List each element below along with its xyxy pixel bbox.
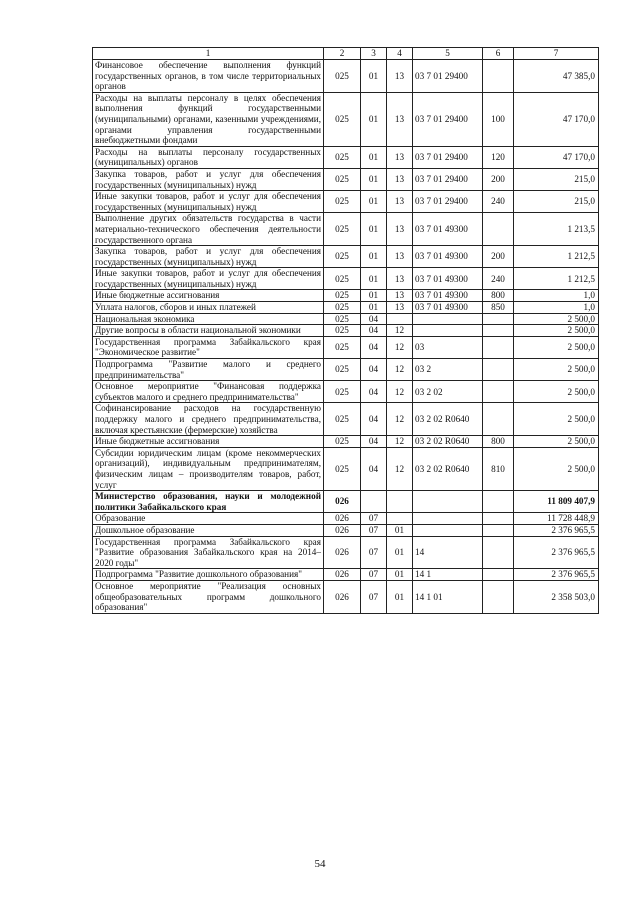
item-name-cell: Закупка товаров, работ и услуг для обеспечения государственных (муниципальных) нужд — [93, 246, 324, 268]
expense-type-cell — [483, 213, 514, 246]
expense-type-cell — [483, 491, 514, 513]
header-cell: 3 — [361, 48, 387, 60]
expense-type-cell: 800 — [483, 436, 514, 448]
header-cell: 2 — [324, 48, 361, 60]
expense-type-cell: 200 — [483, 168, 514, 190]
amount-cell: 2 500,0 — [514, 403, 599, 436]
ministry-code-cell: 025 — [324, 313, 361, 325]
table-row — [93, 168, 599, 190]
table-row — [93, 336, 599, 358]
amount-cell: 2 500,0 — [514, 313, 599, 325]
target-article-cell: 03 7 01 29400 — [413, 191, 483, 213]
header-row — [93, 48, 599, 60]
subsection-cell: 12 — [387, 359, 413, 381]
ministry-code-cell: 025 — [324, 325, 361, 337]
ministry-code-cell: 026 — [324, 569, 361, 581]
table-body — [93, 48, 599, 614]
table-row — [93, 313, 599, 325]
table-row — [93, 325, 599, 337]
header-cell: 5 — [413, 48, 483, 60]
table-row — [93, 491, 599, 513]
subsection-cell: 12 — [387, 436, 413, 448]
ministry-code-cell: 026 — [324, 536, 361, 569]
page-number: 54 — [314, 858, 326, 870]
expense-type-cell — [483, 325, 514, 337]
subsection-cell: 12 — [387, 336, 413, 358]
amount-cell: 2 500,0 — [514, 381, 599, 403]
item-name-cell: Выполнение других обязательств государства в части материально-технического обеспечения деятельности государственного органа — [93, 213, 324, 246]
target-article-cell: 03 7 01 49300 — [413, 302, 483, 314]
table-row — [93, 146, 599, 168]
ministry-code-cell: 026 — [324, 580, 361, 613]
subsection-cell — [387, 491, 413, 513]
subsection-cell: 13 — [387, 146, 413, 168]
section-cell: 01 — [361, 302, 387, 314]
subsection-cell: 01 — [387, 536, 413, 569]
amount-cell: 1,0 — [514, 302, 599, 314]
expense-type-cell — [483, 336, 514, 358]
subsection-cell: 12 — [387, 447, 413, 490]
amount-cell: 2 376 965,5 — [514, 569, 599, 581]
item-name-cell: Основное мероприятие "Реализация основных общеобразовательных программ дошкольного образования" — [93, 580, 324, 613]
subsection-cell: 12 — [387, 325, 413, 337]
table-row — [93, 290, 599, 302]
ministry-code-cell: 025 — [324, 191, 361, 213]
item-name-cell: Иные бюджетные ассигнования — [93, 436, 324, 448]
target-article-cell: 03 2 — [413, 359, 483, 381]
table-row — [93, 191, 599, 213]
expense-type-cell: 240 — [483, 191, 514, 213]
header-cell: 1 — [93, 48, 324, 60]
ministry-code-cell: 025 — [324, 92, 361, 146]
ministry-code-cell: 025 — [324, 290, 361, 302]
subsection-cell: 13 — [387, 246, 413, 268]
table-row — [93, 92, 599, 146]
ministry-code-cell: 025 — [324, 168, 361, 190]
subsection-cell: 13 — [387, 168, 413, 190]
table-row — [93, 569, 599, 581]
item-name-cell: Иные бюджетные ассигнования — [93, 290, 324, 302]
item-name-cell: Уплата налогов, сборов и иных платежей — [93, 302, 324, 314]
target-article-cell: 03 7 01 49300 — [413, 213, 483, 246]
item-name-cell: Софинансирование расходов на государственную поддержку малого и среднего предпринимательства, включая крестьянские (фермерские) хозяйства — [93, 403, 324, 436]
section-cell: 07 — [361, 536, 387, 569]
expense-type-cell: 120 — [483, 146, 514, 168]
ministry-code-cell: 025 — [324, 60, 361, 93]
subsection-cell: 13 — [387, 302, 413, 314]
item-name-cell: Субсидии юридическим лицам (кроме некоммерческих организаций), индивидуальным предпринимателям, физическим лицам – производителям товаров, работ, услуг — [93, 447, 324, 490]
section-cell: 01 — [361, 290, 387, 302]
section-cell: 07 — [361, 513, 387, 525]
item-name-cell: Министерство образования, науки и молодежной политики Забайкальского края — [93, 491, 324, 513]
expense-type-cell — [483, 513, 514, 525]
subsection-cell: 13 — [387, 191, 413, 213]
item-name-cell: Иные закупки товаров, работ и услуг для обеспечения государственных (муниципальных) нужд — [93, 191, 324, 213]
table-row — [93, 436, 599, 448]
target-article-cell: 03 2 02 R0640 — [413, 447, 483, 490]
item-name-cell: Основное мероприятие "Финансовая поддержка субъектов малого и среднего предпринимательства" — [93, 381, 324, 403]
target-article-cell: 14 — [413, 536, 483, 569]
amount-cell: 47 170,0 — [514, 146, 599, 168]
target-article-cell: 03 7 01 29400 — [413, 146, 483, 168]
item-name-cell: Другие вопросы в области национальной экономики — [93, 325, 324, 337]
expense-type-cell — [483, 403, 514, 436]
subsection-cell: 12 — [387, 381, 413, 403]
target-article-cell — [413, 325, 483, 337]
expense-type-cell: 850 — [483, 302, 514, 314]
item-name-cell: Расходы на выплаты персоналу государственных (муниципальных) органов — [93, 146, 324, 168]
amount-cell: 2 500,0 — [514, 359, 599, 381]
target-article-cell: 03 7 01 49300 — [413, 246, 483, 268]
subsection-cell: 13 — [387, 213, 413, 246]
section-cell: 04 — [361, 313, 387, 325]
ministry-code-cell: 025 — [324, 146, 361, 168]
target-article-cell: 03 2 02 R0640 — [413, 436, 483, 448]
ministry-code-cell: 025 — [324, 213, 361, 246]
item-name-cell: Образование — [93, 513, 324, 525]
expense-type-cell: 200 — [483, 246, 514, 268]
target-article-cell: 14 1 — [413, 569, 483, 581]
target-article-cell: 03 7 01 29400 — [413, 60, 483, 93]
header-cell: 4 — [387, 48, 413, 60]
expense-type-cell — [483, 60, 514, 93]
amount-cell: 2 500,0 — [514, 336, 599, 358]
ministry-code-cell: 025 — [324, 302, 361, 314]
ministry-code-cell: 026 — [324, 524, 361, 536]
section-cell: 07 — [361, 580, 387, 613]
target-article-cell: 03 2 02 R0640 — [413, 403, 483, 436]
expense-type-cell — [483, 359, 514, 381]
item-name-cell: Расходы на выплаты персоналу в целях обеспечения выполнения функций государственными (муниципальными) органами, казенными учреждениями, органами управления государственными внебюджетными фондами — [93, 92, 324, 146]
ministry-code-cell: 025 — [324, 246, 361, 268]
ministry-code-cell: 025 — [324, 336, 361, 358]
amount-cell: 2 358 503,0 — [514, 580, 599, 613]
subsection-cell — [387, 513, 413, 525]
target-article-cell: 03 — [413, 336, 483, 358]
target-article-cell: 03 7 01 29400 — [413, 92, 483, 146]
header-cell: 6 — [483, 48, 514, 60]
expense-type-cell: 810 — [483, 447, 514, 490]
section-cell: 04 — [361, 336, 387, 358]
target-article-cell: 03 7 01 49300 — [413, 268, 483, 290]
amount-cell: 11 728 448,9 — [514, 513, 599, 525]
item-name-cell: Закупка товаров, работ и услуг для обеспечения государственных (муниципальных) нужд — [93, 168, 324, 190]
table-row — [93, 381, 599, 403]
subsection-cell: 01 — [387, 524, 413, 536]
section-cell: 01 — [361, 213, 387, 246]
amount-cell: 2 376 965,5 — [514, 524, 599, 536]
amount-cell: 2 500,0 — [514, 325, 599, 337]
section-cell: 01 — [361, 60, 387, 93]
table-row — [93, 536, 599, 569]
section-cell: 04 — [361, 436, 387, 448]
amount-cell: 2 500,0 — [514, 447, 599, 490]
amount-cell: 215,0 — [514, 191, 599, 213]
target-article-cell — [413, 491, 483, 513]
table-row — [93, 302, 599, 314]
section-cell: 01 — [361, 246, 387, 268]
subsection-cell — [387, 313, 413, 325]
table-row — [93, 60, 599, 93]
item-name-cell: Финансовое обеспечение выполнения функций государственных органов, в том числе территориальных органов — [93, 60, 324, 93]
expense-type-cell — [483, 569, 514, 581]
ministry-code-cell: 025 — [324, 381, 361, 403]
amount-cell: 1 213,5 — [514, 213, 599, 246]
amount-cell: 215,0 — [514, 168, 599, 190]
section-cell: 01 — [361, 191, 387, 213]
amount-cell: 11 809 407,9 — [514, 491, 599, 513]
section-cell: 01 — [361, 92, 387, 146]
section-cell: 01 — [361, 168, 387, 190]
section-cell: 04 — [361, 325, 387, 337]
expense-type-cell — [483, 524, 514, 536]
table-row — [93, 447, 599, 490]
amount-cell: 47 170,0 — [514, 92, 599, 146]
section-cell: 07 — [361, 524, 387, 536]
item-name-cell: Национальная экономика — [93, 313, 324, 325]
expense-type-cell — [483, 313, 514, 325]
subsection-cell: 13 — [387, 60, 413, 93]
section-cell: 01 — [361, 146, 387, 168]
ministry-code-cell: 025 — [324, 447, 361, 490]
amount-cell: 1 212,5 — [514, 246, 599, 268]
table-row — [93, 524, 599, 536]
table-row — [93, 403, 599, 436]
ministry-code-cell: 025 — [324, 359, 361, 381]
ministry-code-cell: 026 — [324, 513, 361, 525]
section-cell: 04 — [361, 403, 387, 436]
item-name-cell: Государственная программа Забайкальского края "Экономическое развитие" — [93, 336, 324, 358]
target-article-cell — [413, 513, 483, 525]
expense-type-cell: 100 — [483, 92, 514, 146]
expense-type-cell: 800 — [483, 290, 514, 302]
item-name-cell: Государственная программа Забайкальского края "Развитие образования Забайкальского края на 2014–2020 годы" — [93, 536, 324, 569]
section-cell: 04 — [361, 381, 387, 403]
budget-table — [92, 47, 599, 614]
section-cell: 07 — [361, 569, 387, 581]
item-name-cell: Подпрограмма "Развитие дошкольного образования" — [93, 569, 324, 581]
amount-cell: 47 385,0 — [514, 60, 599, 93]
subsection-cell: 13 — [387, 268, 413, 290]
item-name-cell: Дошкольное образование — [93, 524, 324, 536]
subsection-cell: 01 — [387, 569, 413, 581]
target-article-cell: 03 7 01 49300 — [413, 290, 483, 302]
ministry-code-cell: 025 — [324, 436, 361, 448]
subsection-cell: 12 — [387, 403, 413, 436]
target-article-cell: 14 1 01 — [413, 580, 483, 613]
table-row — [93, 359, 599, 381]
ministry-code-cell: 025 — [324, 268, 361, 290]
ministry-code-cell: 026 — [324, 491, 361, 513]
subsection-cell: 01 — [387, 580, 413, 613]
section-cell: 04 — [361, 447, 387, 490]
table-row — [93, 268, 599, 290]
section-cell — [361, 491, 387, 513]
amount-cell: 2 500,0 — [514, 436, 599, 448]
item-name-cell: Подпрограмма "Развитие малого и среднего предпринимательства" — [93, 359, 324, 381]
expense-type-cell — [483, 580, 514, 613]
target-article-cell — [413, 313, 483, 325]
amount-cell: 2 376 965,5 — [514, 536, 599, 569]
section-cell: 01 — [361, 268, 387, 290]
table-row — [93, 246, 599, 268]
amount-cell: 1 212,5 — [514, 268, 599, 290]
amount-cell: 1,0 — [514, 290, 599, 302]
subsection-cell: 13 — [387, 290, 413, 302]
expense-type-cell: 240 — [483, 268, 514, 290]
item-name-cell: Иные закупки товаров, работ и услуг для обеспечения государственных (муниципальных) нужд — [93, 268, 324, 290]
table-row — [93, 213, 599, 246]
ministry-code-cell: 025 — [324, 403, 361, 436]
table-row — [93, 513, 599, 525]
expense-type-cell — [483, 536, 514, 569]
header-cell: 7 — [514, 48, 599, 60]
target-article-cell: 03 7 01 29400 — [413, 168, 483, 190]
table-row — [93, 580, 599, 613]
target-article-cell — [413, 524, 483, 536]
subsection-cell: 13 — [387, 92, 413, 146]
target-article-cell: 03 2 02 — [413, 381, 483, 403]
expense-type-cell — [483, 381, 514, 403]
section-cell: 04 — [361, 359, 387, 381]
